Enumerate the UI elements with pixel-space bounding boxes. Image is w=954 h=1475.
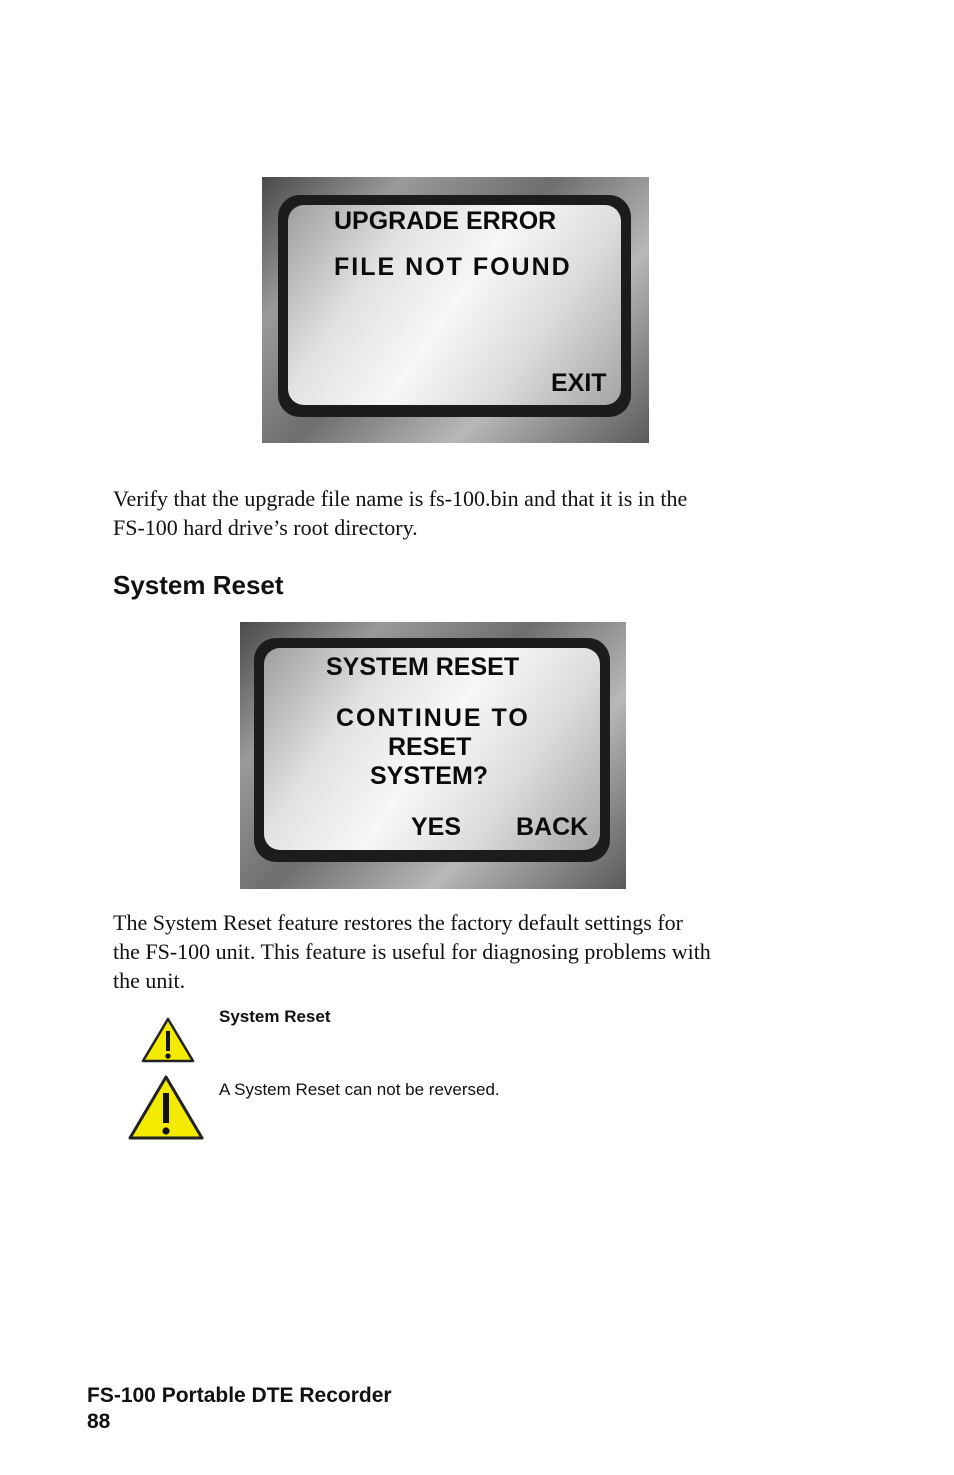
page-footer xyxy=(87,1383,392,1435)
exclamation-bar xyxy=(166,1031,170,1051)
system-reset-description xyxy=(113,908,833,995)
screen-title: UPGRADE ERROR xyxy=(334,207,557,235)
warning-triangle-icon xyxy=(127,1074,205,1142)
paragraph-line: The System Reset feature restores the factory default settings for xyxy=(113,910,683,935)
upgrade-instructions xyxy=(113,484,833,542)
exclamation-dot xyxy=(162,1127,169,1134)
back-softkey[interactable]: BACK xyxy=(516,813,589,841)
exclamation-bar xyxy=(163,1093,169,1123)
yes-softkey[interactable]: YES xyxy=(411,813,462,841)
screen-title: SYSTEM RESET xyxy=(326,653,520,681)
system-reset-screen-figure xyxy=(240,622,626,889)
page-number: 88 xyxy=(87,1410,111,1433)
paragraph-line: the FS-100 unit. This feature is useful for diagnosing problems with xyxy=(113,939,711,964)
exclamation-dot xyxy=(165,1053,170,1058)
paragraph-line: the unit. xyxy=(113,968,186,993)
confirm-line-3: SYSTEM? xyxy=(370,762,489,790)
warning-triangle-icon xyxy=(141,1016,195,1064)
exit-softkey[interactable]: EXIT xyxy=(551,369,607,397)
section-heading: System Reset xyxy=(113,570,284,600)
caution-text: A System Reset can not be reversed. xyxy=(219,1080,500,1099)
screen-message: FILE NOT FOUND xyxy=(334,253,572,281)
footer-product-name: FS-100 Portable DTE Recorder xyxy=(87,1384,392,1407)
confirm-line-1: CONTINUE TO xyxy=(336,704,530,732)
caution-title: System Reset xyxy=(219,1007,331,1026)
paragraph-line: FS-100 hard drive’s root directory. xyxy=(113,515,418,540)
confirm-line-2: RESET xyxy=(388,733,472,761)
upgrade-error-screen-figure xyxy=(262,177,649,443)
paragraph-line: Verify that the upgrade file name is fs-100.bin and that it is in the xyxy=(113,486,688,511)
